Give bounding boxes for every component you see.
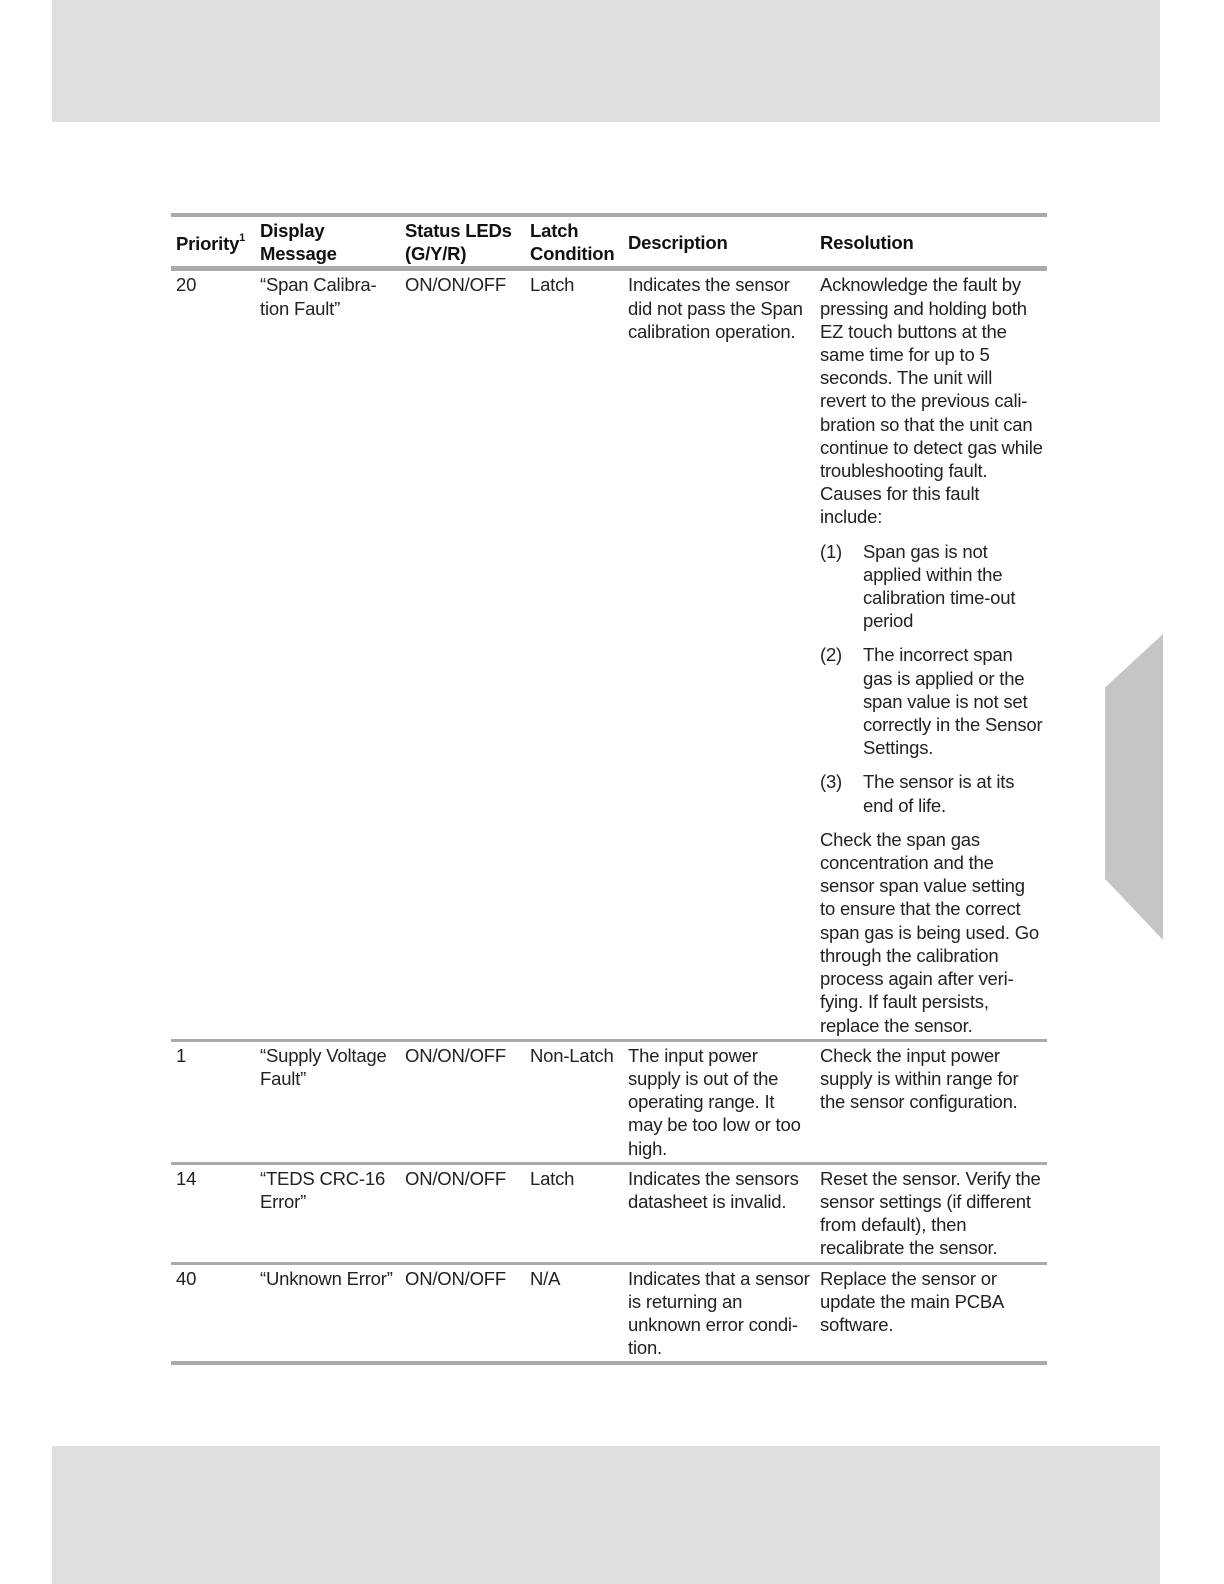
cause-list — [820, 540, 1043, 817]
list-item-text: The incorrect span gas is applied or the span value is not set correctly in the Sensor Settings. — [863, 644, 1043, 759]
cell-priority: 1 — [176, 1044, 187, 1066]
cell-status-leds: ON/ON/OFF — [405, 1167, 506, 1189]
cell-display-message: “Span Calibra-tion Fault” — [260, 274, 377, 319]
list-item — [820, 540, 1043, 633]
cell-display-message: “Unknown Error” — [260, 1267, 393, 1289]
cell-display-message: “Supply Voltage Fault” — [260, 1044, 387, 1089]
cell-status-leds: ON/ON/OFF — [405, 1044, 506, 1066]
table-row — [171, 269, 1047, 1040]
list-item-text: Span gas is not applied within the calibration time-out period — [863, 540, 1016, 632]
fault-table — [171, 213, 1047, 1365]
side-section-tab — [1105, 634, 1163, 940]
cell-latch-condition: Non-Latch — [530, 1044, 614, 1066]
list-item-number: (1) — [820, 540, 843, 562]
cell-latch-condition: Latch — [530, 1167, 575, 1189]
cell-status-leds: ON/ON/OFF — [405, 274, 506, 296]
cell-priority: 20 — [176, 274, 197, 296]
cell-resolution: Reset the sensor. Verify the sensor settings (if different from default), then recalibrate the sensor. — [820, 1167, 1041, 1259]
cell-resolution — [815, 269, 1047, 1040]
list-item-text: The sensor is at its end of life. — [863, 771, 1015, 816]
list-item — [820, 643, 1043, 759]
cell-latch-condition: Latch — [530, 274, 575, 296]
cell-priority: 14 — [176, 1167, 197, 1189]
resolution-outro: Check the span gas concentration and the sensor span value setting to ensure that the correct span gas is being used. Go through the calibration process again after veri-fying. If fault persists, replace the sensor. — [820, 828, 1040, 1036]
cell-description: Indicates the sensor did not pass the Span calibration operation. — [628, 274, 803, 342]
cell-description: Indicates the sensors datasheet is invalid. — [628, 1167, 799, 1212]
cell-latch-condition: N/A — [530, 1267, 561, 1289]
cell-resolution: Check the input power supply is within range for the sensor configuration. — [820, 1044, 1019, 1113]
header-status-leds: Status LEDs (G/Y/R) — [405, 220, 512, 265]
cell-display-message: “TEDS CRC-16 Error” — [260, 1167, 386, 1212]
cell-priority: 40 — [176, 1267, 197, 1289]
list-item-number: (3) — [820, 771, 843, 793]
table-header-row — [171, 215, 1047, 269]
header-latch-condition: Latch Condition — [530, 220, 615, 265]
header-priority: Priority$^1$ — [176, 232, 246, 255]
table-row — [171, 1040, 1047, 1163]
table-row — [171, 1263, 1047, 1363]
cell-description: The input power supply is out of the operating range. It may be too low or too high. — [628, 1044, 801, 1159]
cell-status-leds: ON/ON/OFF — [405, 1267, 506, 1289]
footer-band — [52, 1446, 1160, 1584]
list-item-number: (2) — [820, 644, 843, 666]
header-resolution: Resolution — [820, 231, 914, 253]
resolution-intro: Acknowledge the fault by pressing and holding both EZ touch buttons at the same time for up to 5 seconds. The unit will revert to the previous cali-bration so that the unit can continue to detect gas while troubleshooting fault. Causes for this fault include: — [820, 274, 1043, 528]
header-display-message: Display Message — [260, 220, 337, 265]
header-description: Description — [628, 231, 728, 253]
cell-resolution: Replace the sensor or update the main PCBA software. — [820, 1267, 1004, 1335]
cell-description: Indicates that a sensor is returning an unknown error condi-tion. — [628, 1267, 810, 1359]
table-row — [171, 1163, 1047, 1263]
header-band — [52, 0, 1160, 122]
footnote-marker: 1 — [239, 232, 246, 245]
list-item — [820, 770, 1043, 816]
